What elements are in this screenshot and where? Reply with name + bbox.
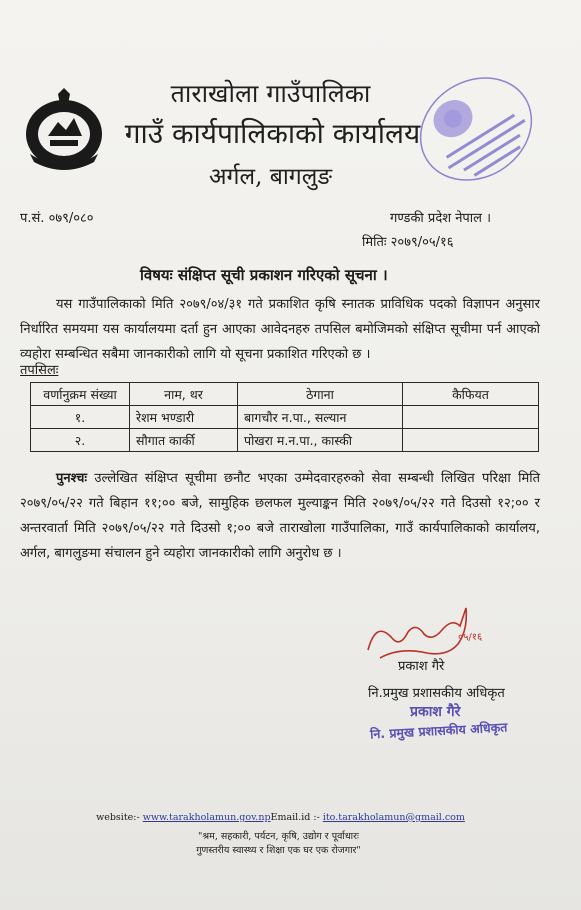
column-header-serial: वर्णानुक्रम संख्या <box>31 383 130 406</box>
stamp-name: प्रकाश गैरे <box>410 704 461 720</box>
column-header-remarks: कैफियत <box>403 383 539 406</box>
signatory-title: नि.प्रमुख प्रशासकीय अधिकृत <box>368 686 505 701</box>
reference-number: प.सं. ०७९/०८० <box>20 211 94 226</box>
cell-remarks <box>403 406 539 429</box>
website-link[interactable]: www.tarakholamun.gov.np <box>142 812 271 823</box>
office-name-line2: गाउँ कार्यपालिकाको कार्यालय <box>124 117 421 150</box>
notice-date: मितिः २०७९/०५/१६ <box>362 235 454 250</box>
postscript-label: पुनश्चः <box>56 471 88 486</box>
signature-date: ०५/१६ <box>458 632 483 643</box>
cell-address: बागचौर न.पा., सल्यान <box>238 406 403 429</box>
table-row <box>31 429 539 452</box>
column-header-name: नाम, थर <box>130 383 238 406</box>
email-label: Email.id :- <box>270 812 320 823</box>
cell-name: सौगात कार्की <box>130 429 238 452</box>
cell-serial: १. <box>31 406 130 429</box>
stamp-title: नि. प्रमुख प्रशासकीय अधिकृत <box>369 719 508 742</box>
office-name-line1: ताराखोला गाउँपालिका <box>170 79 371 108</box>
footer-slogan-1: "श्रम, सहकारी, पर्यटन, कृषि, उद्योग र पूर्वाधारः <box>198 831 359 842</box>
table-header-row <box>31 383 539 406</box>
office-seal-stamp <box>410 70 542 188</box>
cell-address: पोखरा म.न.पा., कास्की <box>238 429 403 452</box>
signatory-name: प्रकाश गैरे <box>398 659 445 674</box>
cell-serial: २. <box>31 429 130 452</box>
cell-name: रेशम भण्डारी <box>130 406 238 429</box>
details-label: तपसिलः <box>20 363 59 378</box>
table-row <box>31 406 539 429</box>
shortlist-table <box>30 382 539 452</box>
postscript-text: उल्लेखित संक्षिप्त सूचीमा छनौट भएका उम्मेदवारहरुको सेवा सम्बन्धी लिखित परिक्षा मिति २०७९/०५/२२ गते बिहान ११;०० बजे, सामुहिक छलफल मुल्याङ्कन मिति २०७९/०५/२२ गते दिउसो १२;०० र अन्तरवार्ता मिति २०७९/०५/२२ गते दिउसो १;०० बजे ताराखोला गाउँपालिका, गाउँ कार्यपालिकाको कार्यालय, अर्गल, बागलुङमा संचालन हुने व्यहोरा जानकारीको लागि अनुरोध छ । <box>20 471 540 561</box>
office-address: अर्गल, बागलुङ <box>208 164 333 190</box>
footer-slogan-2: गुणस्तरीय स्वास्थ्य र शिक्षा एक घर एक रोजगार" <box>196 845 361 856</box>
notice-paragraph-1: यस गाउँपालिकाको मिति २०७९/०४/३१ गते प्रकाशित कृषि स्नातक प्राविधिक पदको विज्ञापन अनुसार निर्धारित समयमा यस कार्यालयमा दर्ता हुन आएका आवेदनहरु तपसिल बमोजिमको संक्षिप्त सूचीमा पर्न आएको व्यहोरा सम्बन्धित सबैमा जानकारीको लागि यो सूचना प्रकाशित गरिएको छ । <box>20 297 540 362</box>
column-header-address: ठेगाना <box>238 383 403 406</box>
province-line: गण्डकी प्रदेश नेपाल । <box>390 211 492 226</box>
website-label: website:- <box>96 812 140 823</box>
notice-paragraph-2 <box>20 466 540 566</box>
cell-remarks <box>403 429 539 452</box>
footer-contact <box>0 812 571 823</box>
notice-subject: विषयः संक्षिप्त सूची प्रकाशन गरिएको सूचना । <box>140 266 388 284</box>
email-link[interactable]: ito.tarakholamun@gmail.com <box>322 812 465 823</box>
